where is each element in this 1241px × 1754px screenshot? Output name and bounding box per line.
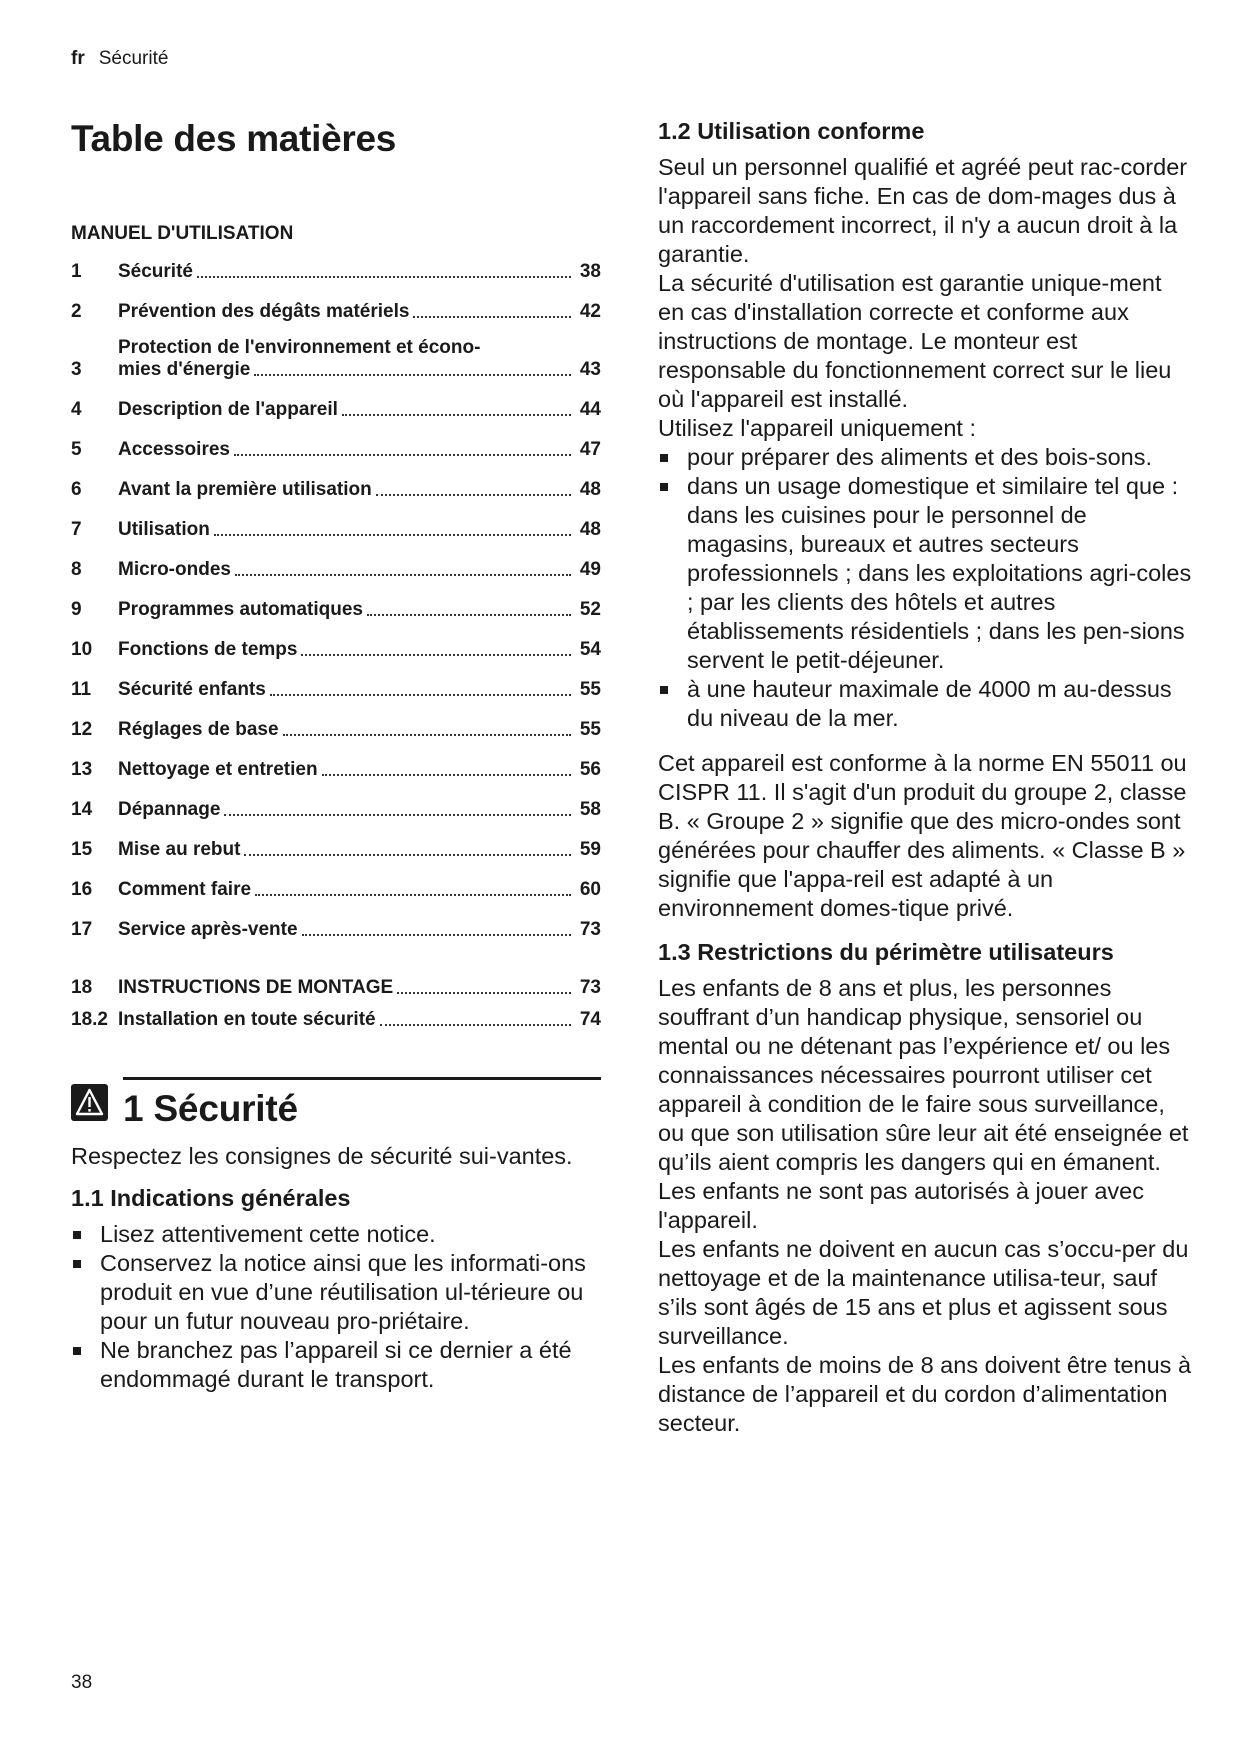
s13-paragraph: Les enfants ne sont pas autorisés à jouer avec l'appareil. — [658, 1178, 1144, 1233]
page-number: 38 — [71, 1672, 93, 1693]
toc-title: Table des matières — [71, 118, 397, 159]
s13-heading: 1.3 Restrictions du périmètre utilisateurs — [658, 939, 1114, 965]
toc-entry[interactable]: 10 Fonctions de temps 54 — [71, 639, 601, 660]
toc-entry[interactable]: 8 Micro-ondes 49 — [71, 559, 601, 580]
s11-bullet-list — [71, 1220, 601, 1394]
list-item: à une hauteur maximale de 4000 m au-dessus du niveau de la mer. — [658, 675, 1193, 733]
running-header — [71, 48, 168, 70]
toc-entry[interactable]: 17 Service après-vente 73 — [71, 919, 601, 940]
toc-entry[interactable]: 5 Accessoires 47 — [71, 439, 601, 460]
list-item: Conservez la notice ainsi que les informati-ons produit en vue d’une réutilisation ul-térieure ou pour un futur nouveau pro-priétaire. — [71, 1249, 601, 1336]
toc-entry[interactable]: 14 Dépannage 58 — [71, 799, 601, 820]
toc-entry[interactable]: 9 Programmes automatiques 52 — [71, 599, 601, 620]
toc-entry-install[interactable]: 18 INSTRUCTIONS DE MONTAGE 73 — [71, 977, 601, 998]
s12-paragraph: Cet appareil est conforme à la norme EN 55011 ou CISPR 11. Il s'agit d'un produit du groupe 2, classe B. « Groupe 2 » signifie que des micro-ondes sont générées pour chauffer des aliments. « Classe B » signifie que l'appa-reil est adapté à un environnement domes-tique privé. — [658, 750, 1187, 921]
left-column — [71, 118, 601, 1394]
s11-heading: 1.1 Indications générales — [71, 1185, 351, 1211]
s13-paragraph: Les enfants de moins de 8 ans doivent être tenus à distance de l’appareil et du cordon d’alimentation secteur. — [658, 1352, 1192, 1436]
toc-entry[interactable]: 16 Comment faire 60 — [71, 879, 601, 900]
s13-paragraph: Les enfants de 8 ans et plus, les personnes souffrant d’un handicap physique, sensoriel ou mental ou ne détenant pas l’expérience et/ ou les connaissances nécessaires pourront utiliser cet appareil à condition de le faire sous surveillance, ou que son utilisation sûre leur ait été enseignée et qu’ils aient compris les dangers qui en émanent. — [658, 975, 1189, 1175]
toc-entry[interactable]: 1 Sécurité 38 — [71, 261, 601, 282]
toc-manual-label: MANUEL D'UTILISATION — [71, 223, 294, 244]
list-item: dans un usage domestique et similaire tel que : dans les cuisines pour le personnel de magasins, bureaux et autres secteurs professionnels ; dans les exploitations agri-coles ; par les clients des hôtels et autres établissements résidentiels ; dans les pen-sions servent le petit-déjeuner. — [658, 472, 1193, 675]
language-code: fr — [71, 48, 85, 69]
s12-paragraph: Seul un personnel qualifié et agréé peut rac-corder l'appareil sans fiche. En cas de dom-mages dus à un raccordement incorrect, il n'y a aucun droit à la garantie. — [658, 154, 1188, 267]
security-intro: Respectez les consignes de sécurité sui-vantes. — [71, 1143, 573, 1169]
list-item: pour préparer des aliments et des bois-sons. — [658, 443, 1193, 472]
toc-entry[interactable]: 4 Description de l'appareil 44 — [71, 399, 601, 420]
list-item: Lisez attentivement cette notice. — [71, 1220, 601, 1249]
toc-entry[interactable]: 3 Protection de l'environnement et écono- mies d'énergie 43 — [71, 337, 601, 380]
toc-entry[interactable]: 13 Nettoyage et entretien 56 — [71, 759, 601, 780]
security-heading: 1 Sécurité — [123, 1088, 298, 1129]
toc-entry[interactable]: 2 Prévention des dégâts matériels 42 — [71, 301, 601, 322]
right-column — [658, 118, 1193, 1438]
toc-entry[interactable]: 12 Réglages de base 55 — [71, 719, 601, 740]
toc-entry-install[interactable]: 18.2 Installation en toute sécurité 74 — [71, 1009, 601, 1030]
s12-paragraph: La sécurité d'utilisation est garantie unique-ment en cas d'installation correcte et conforme aux instructions de montage. Le monteur est responsable du fonctionnement correct sur le lieu où l'appareil est installé. — [658, 270, 1172, 412]
s12-bullet-list — [658, 443, 1193, 733]
s12-paragraph: Utilisez l'appareil uniquement : — [658, 415, 976, 441]
toc-entry[interactable]: 7 Utilisation 48 — [71, 519, 601, 540]
toc-entry[interactable]: 15 Mise au rebut 59 — [71, 839, 601, 860]
security-section-header — [123, 1077, 601, 1130]
warning-icon — [71, 1084, 108, 1121]
s13-paragraph: Les enfants ne doivent en aucun cas s’occu-per du nettoyage et de la maintenance utilisa-teur, sauf s’ils sont âgés de 15 ans et plus et agissent sous surveillance. — [658, 1236, 1189, 1349]
list-item: Ne branchez pas l’appareil si ce dernier a été endommagé durant le transport. — [71, 1336, 601, 1394]
s12-heading: 1.2 Utilisation conforme — [658, 118, 925, 144]
toc-entry[interactable]: 11 Sécurité enfants 55 — [71, 679, 601, 700]
header-section: Sécurité — [98, 48, 169, 69]
toc-list — [71, 257, 601, 1031]
toc-entry[interactable]: 6 Avant la première utilisation 48 — [71, 479, 601, 500]
